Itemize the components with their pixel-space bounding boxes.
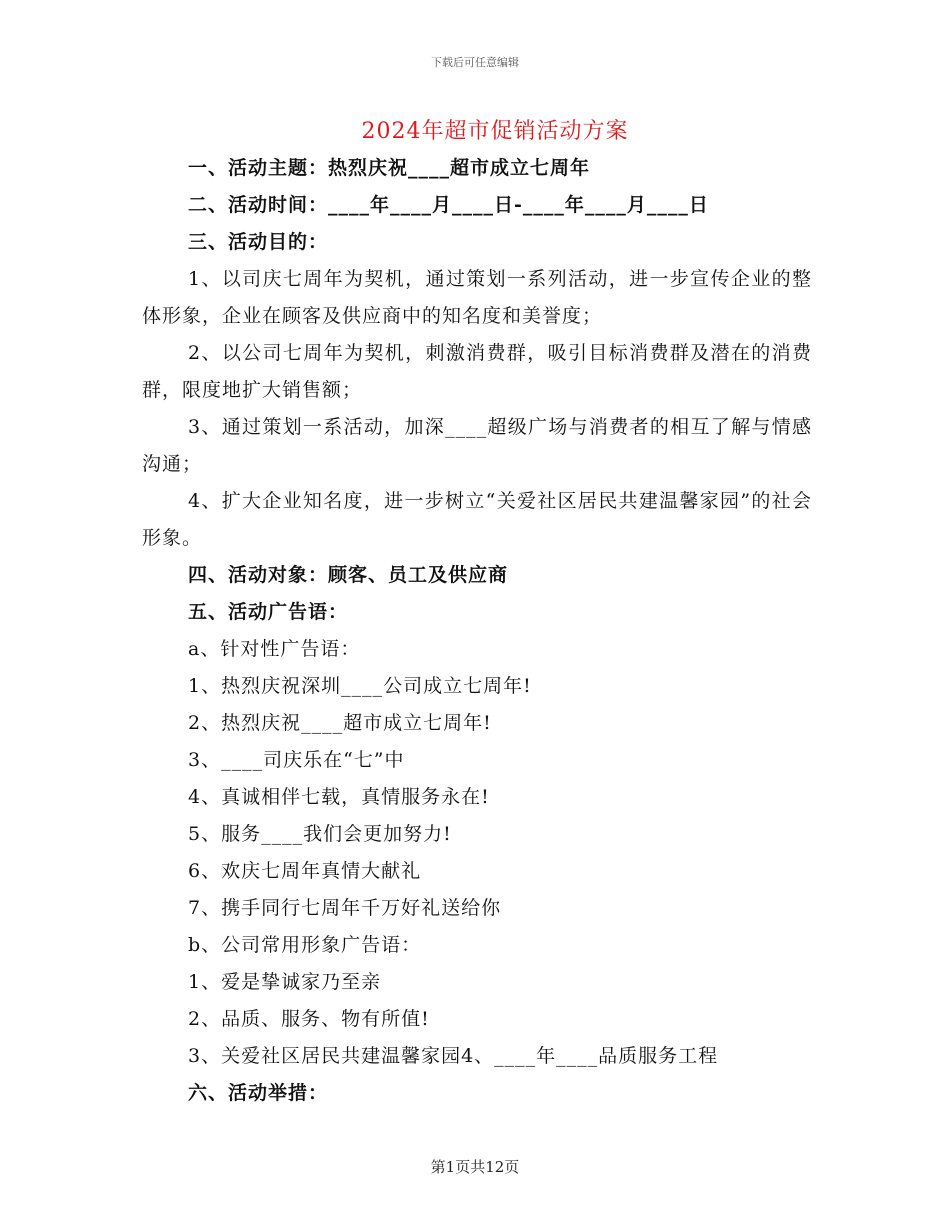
purpose-item-4: 4、扩大企业知名度，进一步树立“关爱社区居民共建温馨家园”的社会形象。 [142,490,812,549]
section-heading-measures: 六、活动举措： [188,1082,329,1104]
document-body [142,150,812,1112]
slogan-item: 5、服务____我们会更加努力! [188,823,452,845]
slogan-item: 6、欢庆七周年真情大献礼 [188,860,422,882]
image-slogan-item: 2、品质、服务、物有所值! [188,1008,430,1030]
slogan-item: 7、携手同行七周年千万好礼送给你 [188,897,502,919]
slogan-item: 1、热烈庆祝深圳____公司成立七周年! [188,675,532,697]
slogan-item: 4、真诚相伴七载，真情服务永在! [188,786,490,808]
purpose-item-2: 2、以公司七周年为契机，刺激消费群，吸引目标消费群及潜在的消费群，限度地扩大销售额； [142,342,812,401]
section-heading-time: 二、活动时间：____年____月____日-____年____月____日 [188,194,709,216]
slogan-group-b: b、公司常用形象广告语： [188,934,422,956]
slogan-group-a: a、针对性广告语： [188,638,361,660]
page-footer: 第1页共12页 [430,1158,520,1176]
purpose-item-3: 3、通过策划一系活动，加深____超级广场与消费者的相互了解与情感沟通； [142,416,812,475]
purpose-item-1: 1、以司庆七周年为契机，通过策划一系列活动，进一步宣传企业的整体形象，企业在顾客及供应商中的知名度和美誉度； [142,268,812,327]
header-note: 下载后可任意编辑 [431,56,519,69]
slogan-item: 2、热烈庆祝____超市成立七周年! [188,712,492,734]
slogan-item: 3、____司庆乐在“七”中 [188,749,405,771]
section-heading-slogans: 五、活动广告语： [188,601,349,623]
document-title: 2024年超市促销活动方案 [361,119,629,144]
section-heading-purpose: 三、活动目的： [188,231,329,253]
image-slogan-item: 3、关爱社区居民共建温馨家园4、____年____品质服务工程 [188,1045,719,1067]
section-heading-audience: 四、活动对象：顾客、员工及供应商 [188,564,509,586]
section-heading-theme: 一、活动主题：热烈庆祝____超市成立七周年 [188,157,591,179]
image-slogan-item: 1、爱是挚诚家乃至亲 [188,971,382,993]
